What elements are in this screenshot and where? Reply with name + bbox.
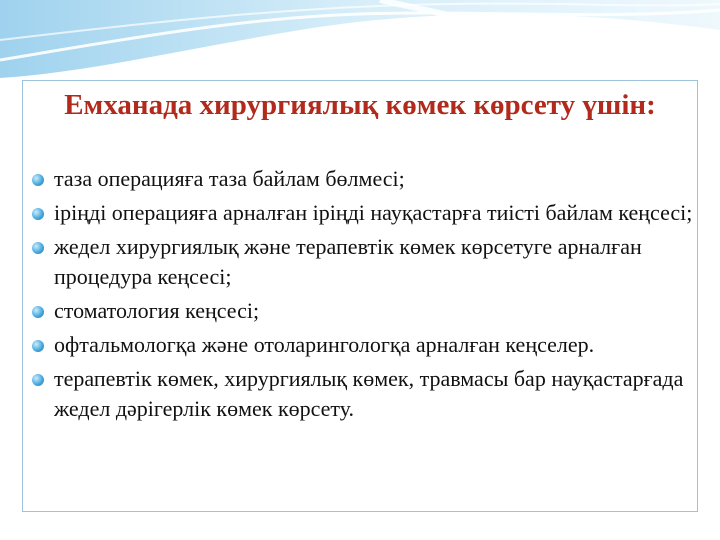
- list-item: [30, 198, 696, 228]
- slide-title: Емханада хирургиялық көмек көрсету үшін:: [64, 89, 656, 121]
- list-item-text: терапевтік көмек, хирургиялық көмек, травмасы бар науқастарғада жедел дәрігерлік көмек көрсету.: [54, 366, 684, 421]
- bullet-icon: [32, 208, 44, 220]
- bullet-icon: [32, 174, 44, 186]
- bullet-icon: [32, 242, 44, 254]
- list-item: [30, 232, 696, 292]
- list-item-text: іріңді операцияға арналған іріңді науқастарға тиісті байлам кеңсесі;: [54, 200, 693, 225]
- bullet-icon: [32, 340, 44, 352]
- list-item: [30, 164, 696, 194]
- bullet-icon: [32, 306, 44, 318]
- list-item: [30, 330, 696, 360]
- list-item: [30, 296, 696, 326]
- list-item-text: стоматология кеңсесі;: [54, 298, 260, 323]
- list-item: [30, 364, 696, 424]
- list-item-text: таза операцияға таза байлам бөлмесі;: [54, 166, 405, 191]
- list-item-text: жедел хирургиялық және терапевтік көмек көрсетуге арналған процедура кеңсесі;: [54, 234, 642, 289]
- list-item-text: офтальмологқа және отоларингологқа арналған кеңселер.: [54, 332, 595, 357]
- bullet-list: [30, 164, 696, 428]
- bullet-icon: [32, 374, 44, 386]
